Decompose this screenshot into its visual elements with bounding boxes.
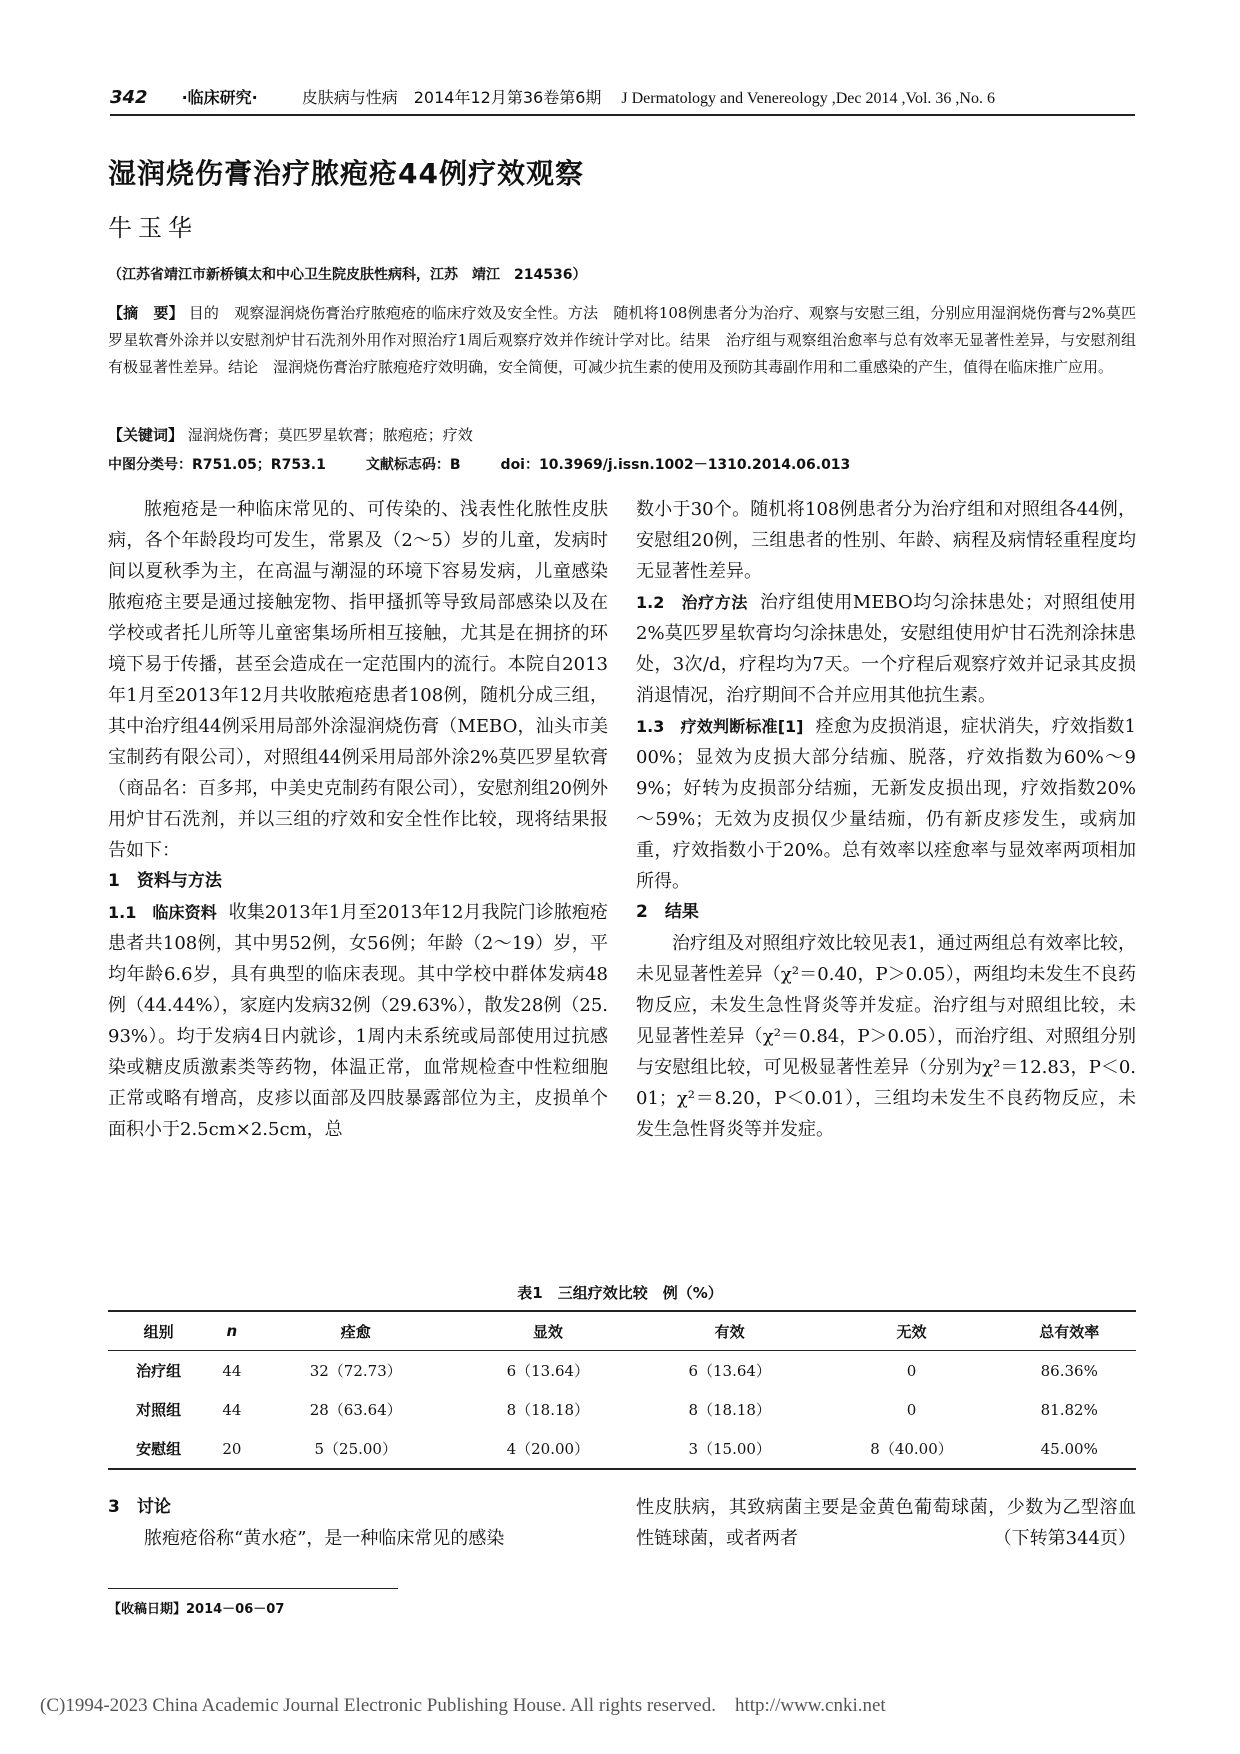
discussion-text-left: 脓疱疮俗称“黄水疮”，是一种临床常见的感染 [144, 1528, 505, 1549]
table-header-cell: 总有效率 [1002, 1311, 1136, 1351]
journal-name-en: J Dermatology and Venereology ,Dec 2014 ,Vol. 36 ,No. 6 [621, 90, 995, 107]
clinical-data-text: 收集2013年1月至2013年12月我院门诊脓疱疮患者共108例，其中男52例，女56例；年龄（2～19）岁，平均年龄6.6岁，具有典型的临床表现。其中学校中群体发病48例（44.44%），家庭内发病32例（29.63%），散发28例（25.93%）。均于发病4日内就诊，1周内未系统或局部使用过抗感染或糖皮质激素类等药物，体温正常，血常规检查中性粒细胞正常或略有增高，皮疹以面部及四肢暴露部位为主，皮损单个面积小于2.5cm×2.5cm，总 [108, 902, 608, 1140]
clc-number: 中图分类号：R751.05；R753.1 [108, 457, 326, 473]
table-cell: 44 [222, 1400, 242, 1419]
table-cell: 8（18.18） [506, 1401, 590, 1419]
keywords-label: 【关键词】 [108, 426, 184, 444]
discussion-right [636, 1492, 1136, 1554]
table-cell: 安慰组 [108, 1429, 209, 1469]
page-number: 342 [110, 87, 148, 108]
intro-paragraph: 脓疱疮是一种临床常见的、可传染的、浅表性化脓性皮肤病，各个年龄段均可发生，常累及（2～5）岁的儿童，发病时间以夏秋季为主，在高温与潮湿的环境下容易发病，儿童感染脓疱疮主要是通过接触宠物、指甲搔抓等导致局部感染以及在学校或者托儿所等儿童密集场所相互接触，尤其是在拥挤的环境下易于传播，甚至会造成在一定范围内的流行。本院自2013年1月至2013年12月共收脓疱疮患者108例，随机分成三组，其中治疗组44例采用局部外涂湿润烧伤膏（MEBO，汕头市美宝制药有限公司），对照组44例采用局部外涂2%莫匹罗星软膏（商品名：百多邦，中美史克制药有限公司），安慰剂组20例外用炉甘石洗剂，并以三组的疗效和安全性作比较，现将结果报告如下： [108, 499, 608, 861]
classification-line [108, 454, 1136, 474]
table-cell: 28（63.64） [309, 1401, 402, 1419]
table-caption: 表1 三组疗效比较 例（%） [517, 1284, 723, 1302]
subsection-label-1-2: 1.2 治疗方法 [636, 593, 748, 612]
table-cell: 0 [906, 1400, 917, 1419]
journal-name-cn: 皮肤病与性病 2014年12月第36卷第6期 [301, 88, 602, 107]
treatment-text: 治疗组使用MEBO均匀涂抹患处；对照组使用2%莫匹罗星软膏均匀涂抹患处，安慰组使用炉甘石洗剂涂抹患处，3次/d，疗程均为7天。一个疗程后观察疗效并记录其皮损消退情况，治疗期间不合并应用其他抗生素。 [636, 592, 1136, 706]
table-cell: 81.82% [1040, 1400, 1098, 1419]
criteria-paragraph [636, 711, 1136, 897]
table-cell: 6（13.64） [688, 1362, 771, 1380]
table-header-cell: 无效 [821, 1311, 1003, 1351]
doi: doi：10.3969/j.issn.1002－1310.2014.06.013 [500, 457, 851, 473]
table-header-cell: 显效 [457, 1311, 639, 1351]
results-paragraph: 治疗组及对照组疗效比较见表1，通过两组总有效率比较，未见显著性差异（χ²＝0.40，P＞0.05），两组均未发生不良药物反应，未发生急性肾炎等并发症。治疗组与对照组比较，未见显著性差异（χ²＝0.84，P＞0.05），而治疗组、对照组分别与安慰组比较，可见极显著性差异（分别为χ²＝12.83，P＜0.01；χ²＝8.20，P＜0.01），三组均未发生不良药物反应，未发生急性肾炎等并发症。 [636, 933, 1136, 1140]
table-cell: 8（18.18） [688, 1401, 771, 1419]
table-cell: 5（25.00） [255, 1429, 457, 1469]
article-title: 湿润烧伤膏治疗脓疱疮44例疗效观察 [108, 157, 584, 190]
table-cell: 治疗组 [136, 1362, 182, 1380]
table-row [108, 1351, 1136, 1391]
table-cell: 4（20.00） [457, 1429, 639, 1469]
abstract-text: 目的 观察湿润烧伤膏治疗脓疱疮的临床疗效及安全性。方法 随机将108例患者分为治疗、观察与安慰三组，分别应用湿润烧伤膏与2%莫匹罗星软膏外涂并以安慰剂炉甘石洗剂外用作对照治疗1周后观察疗效并作统计学对比。结果 治疗组与观察组治愈率与总有效率无显著性差异，与安慰剂组有极显著性差异。结论 湿润烧伤膏治疗脓疱疮疗效明确，安全简便，可减少抗生素的使用及预防其毒副作用和二重感染的产生，值得在临床推广应用。 [108, 304, 1136, 376]
section-heading-results: 2 结果 [636, 902, 699, 922]
discussion-text-right: 性皮肤病，其致病菌主要是金黄色葡萄球菌，少数为乙型溶血性链球菌，或者两者 [636, 1497, 1136, 1549]
table-header-cell: 有效 [639, 1311, 821, 1351]
table-cell: 86.36% [1040, 1361, 1098, 1380]
table-cell: 8（40.00） [821, 1429, 1003, 1469]
table-cell: 44 [222, 1361, 242, 1380]
table-header-cell: 痊愈 [255, 1311, 457, 1351]
table-header-cell: 组别 [108, 1311, 209, 1351]
abstract-label: 【摘 要】 [108, 304, 184, 322]
keywords-text: 湿润烧伤膏；莫匹罗星软膏；脓疱疮；疗效 [187, 426, 473, 444]
continued-note: （下转第344页） [993, 1528, 1136, 1549]
table-cell: 3（15.00） [639, 1429, 821, 1469]
table-cell: 对照组 [136, 1401, 182, 1419]
section-heading-discussion: 3 讨论 [108, 1497, 171, 1517]
document-code: 文献标志码：B [365, 457, 461, 473]
table-cell: 45.00% [1002, 1429, 1136, 1469]
received-date: 【收稿日期】2014－06－07 [108, 1602, 285, 1617]
subsection-label-1-3: 1.3 疗效判断标准[1] [636, 717, 804, 736]
author-affiliation: （江苏省靖江市新桥镇太和中心卫生院皮肤性病科，江苏 靖江 214536） [108, 267, 587, 283]
efficacy-table [108, 1310, 1136, 1470]
running-header [110, 80, 1135, 116]
table-cell: 20 [209, 1429, 254, 1469]
section-label: ·临床研究· [181, 88, 258, 107]
table-header-cell: n [209, 1311, 254, 1351]
author-name: 牛玉华 [108, 214, 198, 242]
clinical-data-continued: 数小于30个。随机将108例患者分为治疗组和对照组各44例，安慰组20例，三组患者的性别、年龄、病程及病情轻重程度均无显著性差异。 [636, 499, 1136, 582]
keywords [108, 424, 1136, 445]
section-heading-methods: 1 资料与方法 [108, 871, 222, 891]
table-header-row [108, 1311, 1136, 1351]
table-row [108, 1429, 1136, 1469]
criteria-text: 痊愈为皮损消退，症状消失，疗效指数100%；显效为皮损大部分结痂、脱落，疗效指数为60%～99%；好转为皮损部分结痂，无新发皮损出现，疗效指数20%～59%；无效为皮损仅少量结痂，仍有新皮疹发生，或病加重，疗效指数小于20%。总有效率以痊愈率与显效率两项相加所得。 [636, 716, 1136, 892]
body-column-right [636, 494, 1136, 1145]
table-cell: 0 [906, 1361, 917, 1380]
body-column-left [108, 494, 608, 1145]
table-row [108, 1390, 1136, 1429]
clinical-data-paragraph [108, 897, 608, 1145]
footnote-rule [108, 1588, 398, 1589]
treatment-paragraph [636, 587, 1136, 711]
table-cell: 6（13.64） [506, 1362, 590, 1380]
abstract [108, 300, 1136, 381]
subsection-label-1-1: 1.1 临床资料 [108, 903, 217, 922]
discussion-left [108, 1492, 608, 1554]
copyright-notice: (C)1994-2023 China Academic Journal Electronic Publishing House. All rights reserved. http://www.cnki.net [40, 1695, 886, 1716]
table-cell: 32（72.73） [309, 1362, 402, 1380]
